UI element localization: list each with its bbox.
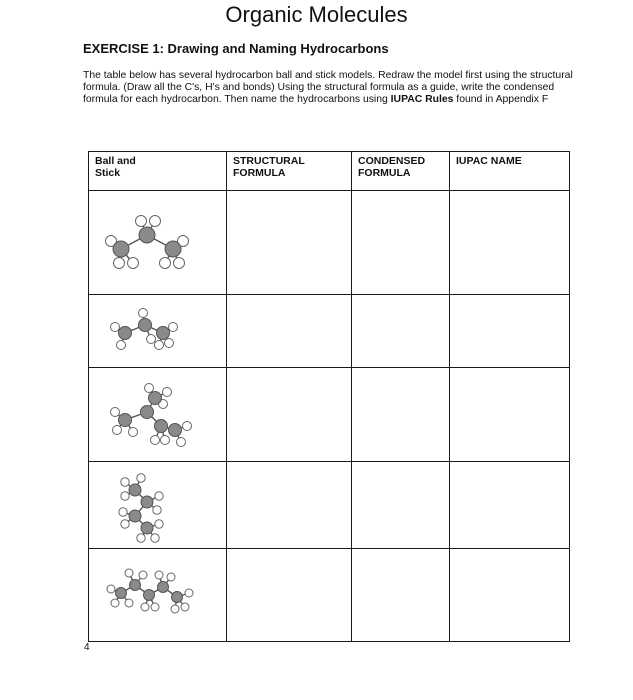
ball-stick-model-1 [89, 191, 225, 293]
header-ball-and-stick [89, 152, 227, 191]
ball-stick-model-3 [89, 368, 225, 460]
header-line: Stick [95, 167, 121, 179]
structural-formula-cell[interactable] [227, 295, 352, 368]
table-row [89, 295, 570, 368]
header-line: FORMULA [358, 167, 411, 179]
structural-formula-cell[interactable] [227, 191, 352, 295]
page-title: Organic Molecules [225, 2, 408, 27]
iupac-name-cell[interactable] [450, 368, 570, 462]
condensed-formula-cell[interactable] [352, 368, 450, 462]
header-line: Ball and [95, 155, 136, 167]
table-row [89, 368, 570, 462]
header-line: IUPAC NAME [456, 155, 522, 167]
iupac-name-cell[interactable] [450, 549, 570, 642]
exercise-heading: EXERCISE 1: Drawing and Naming Hydrocarbons [83, 41, 389, 56]
model-cell [89, 462, 227, 549]
hydrocarbon-table [88, 151, 570, 642]
iupac-name-cell[interactable] [450, 462, 570, 549]
instructions-tail: found in Appendix F [453, 94, 549, 106]
condensed-formula-cell[interactable] [352, 462, 450, 549]
model-cell [89, 295, 227, 368]
ball-stick-model-4 [89, 462, 225, 547]
condensed-formula-cell[interactable] [352, 549, 450, 642]
header-iupac-name [450, 152, 570, 191]
condensed-formula-cell[interactable] [352, 191, 450, 295]
iupac-name-cell[interactable] [450, 191, 570, 295]
structural-formula-cell[interactable] [227, 368, 352, 462]
header-line: FORMULA [233, 167, 286, 179]
table-row [89, 462, 570, 549]
header-condensed-formula [352, 152, 450, 191]
header-structural-formula [227, 152, 352, 191]
instructions-paragraph [83, 70, 583, 107]
ball-stick-model-5 [89, 549, 225, 640]
instructions-bold-rules: IUPAC Rules [390, 94, 454, 106]
ball-stick-model-2 [89, 295, 225, 367]
instructions-text: The table below has several hydrocarbon ball and stick models. Redraw the model first using the structural formula. (Draw all the C's, H's and bonds) Using the structural formula as a guide, write the condensed formula for each hydrocarbon. Then name the hydrocarbons using [83, 70, 573, 106]
model-cell [89, 191, 227, 295]
condensed-formula-cell[interactable] [352, 295, 450, 368]
structural-formula-cell[interactable] [227, 462, 352, 549]
header-line: STRUCTURAL [233, 155, 305, 167]
table-row [89, 549, 570, 642]
table-row [89, 191, 570, 295]
page-number: 4 [84, 642, 90, 653]
table-header-row [89, 152, 570, 191]
structural-formula-cell[interactable] [227, 549, 352, 642]
model-cell [89, 549, 227, 642]
iupac-name-cell[interactable] [450, 295, 570, 368]
header-line: CONDENSED [358, 155, 426, 167]
model-cell [89, 368, 227, 462]
